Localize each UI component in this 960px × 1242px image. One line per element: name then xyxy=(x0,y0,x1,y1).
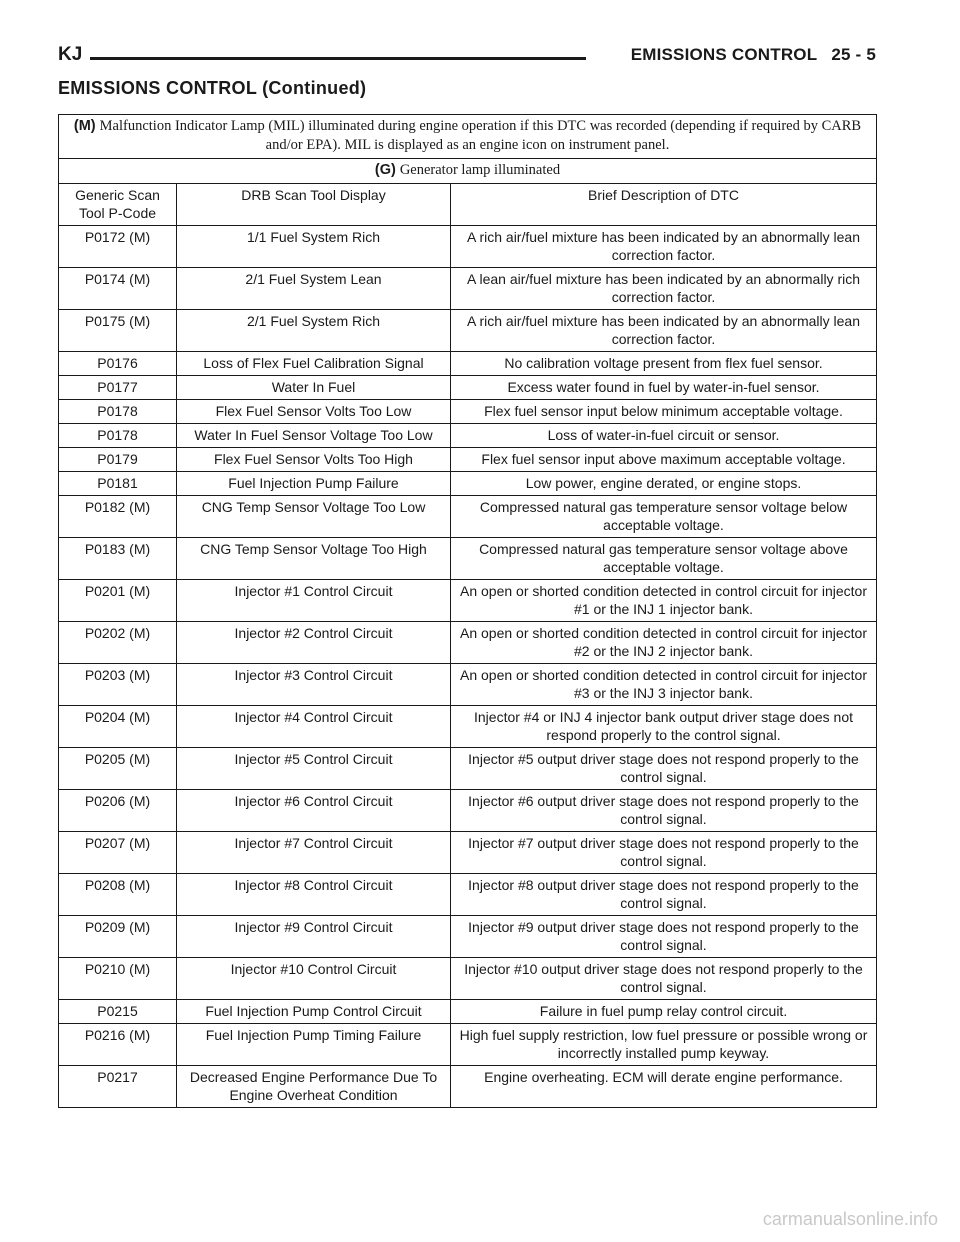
drb-display-cell: 2/1 Fuel System Rich xyxy=(177,310,451,352)
legend-m-text: Malfunction Indicator Lamp (MIL) illuminated during engine operation if this DTC was recorded (depending if required by CARB and/or EPA). MIL is displayed as an engine icon on instrument panel. xyxy=(99,118,862,153)
dtc-code-cell: P0205 (M) xyxy=(59,748,177,790)
table-row xyxy=(59,538,877,580)
table-row xyxy=(59,1066,877,1108)
dtc-code-cell: P0181 xyxy=(59,472,177,496)
description-cell: An open or shorted condition detected in control circuit for injector #3 or the INJ 3 injector bank. xyxy=(451,664,877,706)
table-row xyxy=(59,226,877,268)
dtc-code-cell: P0210 (M) xyxy=(59,958,177,1000)
drb-display-cell: Fuel Injection Pump Timing Failure xyxy=(177,1024,451,1066)
table-row xyxy=(59,916,877,958)
header-rule xyxy=(88,57,586,60)
table-row xyxy=(59,832,877,874)
drb-display-cell: Fuel Injection Pump Failure xyxy=(177,472,451,496)
description-cell: Compressed natural gas temperature sensor voltage below acceptable voltage. xyxy=(451,496,877,538)
page-header xyxy=(58,44,876,68)
legend-m xyxy=(59,115,877,159)
section-title: EMISSIONS CONTROL (Continued) xyxy=(58,78,367,98)
description-cell: Flex fuel sensor input above maximum acceptable voltage. xyxy=(451,448,877,472)
description-cell: Injector #8 output driver stage does not respond properly to the control signal. xyxy=(451,874,877,916)
table-row xyxy=(59,580,877,622)
dtc-code-cell: P0177 xyxy=(59,376,177,400)
table-row xyxy=(59,748,877,790)
section-name: EMISSIONS CONTROL xyxy=(630,45,818,64)
column-header-display: DRB Scan Tool Display xyxy=(177,184,451,226)
drb-display-cell: CNG Temp Sensor Voltage Too Low xyxy=(177,496,451,538)
description-cell: Loss of water-in-fuel circuit or sensor. xyxy=(451,424,877,448)
legend-g xyxy=(59,159,877,184)
table-row xyxy=(59,448,877,472)
description-cell: Compressed natural gas temperature sensor voltage above acceptable voltage. xyxy=(451,538,877,580)
description-cell: Injector #6 output driver stage does not respond properly to the control signal. xyxy=(451,790,877,832)
description-cell: A rich air/fuel mixture has been indicated by an abnormally lean correction factor. xyxy=(451,226,877,268)
table-row xyxy=(59,622,877,664)
description-cell: Failure in fuel pump relay control circuit. xyxy=(451,1000,877,1024)
drb-display-cell: CNG Temp Sensor Voltage Too High xyxy=(177,538,451,580)
drb-display-cell: Flex Fuel Sensor Volts Too High xyxy=(177,448,451,472)
dtc-code-cell: P0207 (M) xyxy=(59,832,177,874)
column-header-pcode: Generic Scan Tool P-Code xyxy=(59,184,177,226)
description-cell: An open or shorted condition detected in control circuit for injector #1 or the INJ 1 injector bank. xyxy=(451,580,877,622)
dtc-code-cell: P0182 (M) xyxy=(59,496,177,538)
description-cell: Low power, engine derated, or engine stops. xyxy=(451,472,877,496)
drb-display-cell: Injector #2 Control Circuit xyxy=(177,622,451,664)
model-code: KJ xyxy=(58,44,90,66)
drb-display-cell: Water In Fuel xyxy=(177,376,451,400)
table-row xyxy=(59,1000,877,1024)
header-section xyxy=(623,45,876,65)
dtc-code-cell: P0178 xyxy=(59,424,177,448)
dtc-code-cell: P0175 (M) xyxy=(59,310,177,352)
drb-display-cell: 2/1 Fuel System Lean xyxy=(177,268,451,310)
drb-display-cell: Injector #5 Control Circuit xyxy=(177,748,451,790)
description-cell: Injector #10 output driver stage does not respond properly to the control signal. xyxy=(451,958,877,1000)
description-cell: Injector #4 or INJ 4 injector bank output driver stage does not respond properly to the control signal. xyxy=(451,706,877,748)
drb-display-cell: Injector #6 Control Circuit xyxy=(177,790,451,832)
table-row xyxy=(59,310,877,352)
dtc-code-cell: P0217 xyxy=(59,1066,177,1108)
dtc-code-cell: P0172 (M) xyxy=(59,226,177,268)
dtc-code-cell: P0203 (M) xyxy=(59,664,177,706)
description-cell: Injector #7 output driver stage does not respond properly to the control signal. xyxy=(451,832,877,874)
table-header-row xyxy=(59,184,877,226)
description-cell: No calibration voltage present from flex fuel sensor. xyxy=(451,352,877,376)
dtc-code-cell: P0178 xyxy=(59,400,177,424)
table-row xyxy=(59,706,877,748)
drb-display-cell: Injector #10 Control Circuit xyxy=(177,958,451,1000)
drb-display-cell: Injector #9 Control Circuit xyxy=(177,916,451,958)
description-cell: An open or shorted condition detected in control circuit for injector #2 or the INJ 2 injector bank. xyxy=(451,622,877,664)
description-cell: Injector #9 output driver stage does not respond properly to the control signal. xyxy=(451,916,877,958)
description-cell: Injector #5 output driver stage does not respond properly to the control signal. xyxy=(451,748,877,790)
drb-display-cell: Injector #4 Control Circuit xyxy=(177,706,451,748)
dtc-code-cell: P0179 xyxy=(59,448,177,472)
legend-m-key: (M) xyxy=(73,118,96,134)
table-row xyxy=(59,424,877,448)
drb-display-cell: Flex Fuel Sensor Volts Too Low xyxy=(177,400,451,424)
table-row xyxy=(59,496,877,538)
description-cell: A rich air/fuel mixture has been indicated by an abnormally lean correction factor. xyxy=(451,310,877,352)
watermark: carmanualsonline.info xyxy=(762,1209,938,1229)
drb-display-cell: Injector #8 Control Circuit xyxy=(177,874,451,916)
dtc-table xyxy=(58,114,877,1108)
dtc-code-cell: P0204 (M) xyxy=(59,706,177,748)
table-row xyxy=(59,874,877,916)
drb-display-cell: Loss of Flex Fuel Calibration Signal xyxy=(177,352,451,376)
drb-display-cell: Water In Fuel Sensor Voltage Too Low xyxy=(177,424,451,448)
dtc-code-cell: P0176 xyxy=(59,352,177,376)
table-row xyxy=(59,664,877,706)
legend-g-key: (G) xyxy=(374,162,396,178)
table-row xyxy=(59,400,877,424)
table-row xyxy=(59,790,877,832)
dtc-code-cell: P0209 (M) xyxy=(59,916,177,958)
dtc-code-cell: P0202 (M) xyxy=(59,622,177,664)
dtc-code-cell: P0208 (M) xyxy=(59,874,177,916)
drb-display-cell: Decreased Engine Performance Due To Engine Overheat Condition xyxy=(177,1066,451,1108)
legend-row-g xyxy=(59,159,877,184)
table-row xyxy=(59,376,877,400)
table-row xyxy=(59,472,877,496)
drb-display-cell: Injector #1 Control Circuit xyxy=(177,580,451,622)
dtc-code-cell: P0174 (M) xyxy=(59,268,177,310)
dtc-code-cell: P0216 (M) xyxy=(59,1024,177,1066)
dtc-code-cell: P0201 (M) xyxy=(59,580,177,622)
description-cell: Flex fuel sensor input below minimum acceptable voltage. xyxy=(451,400,877,424)
description-cell: Engine overheating. ECM will derate engine performance. xyxy=(451,1066,877,1108)
legend-row-m xyxy=(59,115,877,159)
table-row xyxy=(59,268,877,310)
page-number: 25 - 5 xyxy=(831,45,876,64)
column-header-description: Brief Description of DTC xyxy=(451,184,877,226)
description-cell: Excess water found in fuel by water-in-fuel sensor. xyxy=(451,376,877,400)
table-row xyxy=(59,1024,877,1066)
dtc-code-cell: P0215 xyxy=(59,1000,177,1024)
description-cell: High fuel supply restriction, low fuel pressure or possible wrong or incorrectly installed pump keyway. xyxy=(451,1024,877,1066)
drb-display-cell: Injector #7 Control Circuit xyxy=(177,832,451,874)
table-row xyxy=(59,352,877,376)
description-cell: A lean air/fuel mixture has been indicated by an abnormally rich correction factor. xyxy=(451,268,877,310)
drb-display-cell: Injector #3 Control Circuit xyxy=(177,664,451,706)
legend-g-text: Generator lamp illuminated xyxy=(399,162,561,178)
dtc-code-cell: P0183 (M) xyxy=(59,538,177,580)
dtc-code-cell: P0206 (M) xyxy=(59,790,177,832)
drb-display-cell: Fuel Injection Pump Control Circuit xyxy=(177,1000,451,1024)
table-row xyxy=(59,958,877,1000)
drb-display-cell: 1/1 Fuel System Rich xyxy=(177,226,451,268)
